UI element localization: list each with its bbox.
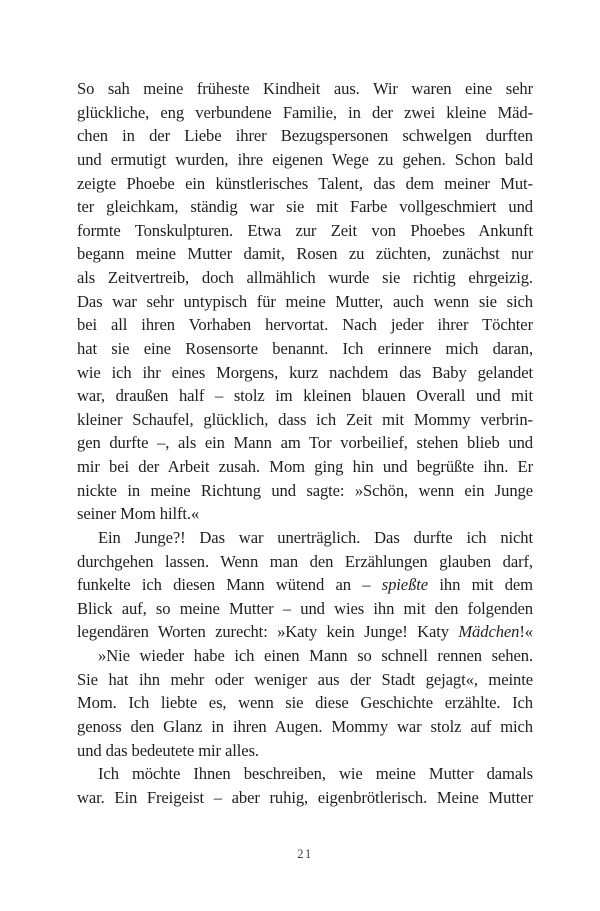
text-line: glückliche, eng verbundene Familie, in der zwei kleine Mäd- [77, 102, 533, 122]
text-line: als Zeitvertreib, doch allmählich wurde sie richtig ehrgeizig. [77, 268, 533, 287]
text-line: seiner Mom hilft.« [77, 504, 200, 524]
text-line: legendären Worten zurecht: »Katy kein Junge! Katy Mädchen!« [77, 622, 533, 642]
text-line: funkelte ich diesen Mann wütend an – spießte ihn mit dem [77, 575, 533, 595]
text-line: war. Ein Freigeist – aber ruhig, eigenbrötlerisch. Meine Mutter [77, 787, 533, 807]
paragraph [77, 526, 533, 644]
text-line: war, draußen half – stolz im kleinen blauen Overall und mit [77, 386, 533, 406]
paragraph [77, 644, 533, 762]
text-line: Blick auf, so meine Mutter – und wies ihn mit den folgenden [77, 598, 533, 618]
text-line: durchgehen lassen. Wenn man den Erzählungen glauben darf, [77, 551, 533, 571]
text-line: mir bei der Arbeit zusah. Mom ging hin und begrüßte ihn. Er [77, 457, 533, 476]
text-line: Ich möchte Ihnen beschreiben, wie meine Mutter damals [98, 764, 533, 784]
text-line: zeigte Phoebe ein künstlerisches Talent, das dem meiner Mut- [77, 173, 533, 193]
text-line: nickte in meine Richtung und sagte: »Schön, wenn ein Junge [77, 480, 533, 500]
page-text [77, 77, 533, 809]
text-line: ter gleichkam, ständig war sie mit Farbe vollgeschmiert und [77, 197, 533, 217]
text-line: »Nie wieder habe ich einen Mann so schnell rennen sehen. [98, 646, 533, 665]
text-line: hat sie eine Rosensorte benannt. Ich erinnere mich daran, [77, 338, 533, 358]
text-line: gen durfte –, als ein Mann am Tor vorbeilief, stehen blieb und [77, 433, 533, 453]
text-line: und das bedeutete mir alles. [77, 740, 259, 760]
text-line: und ermutigt wurden, ihre eigenen Wege zu gehen. Schon bald [77, 149, 533, 169]
text-line: Mom. Ich liebte es, wenn sie diese Geschichte erzählte. Ich [77, 693, 533, 713]
text-line: genoss den Glanz in ihren Augen. Mommy war stolz auf mich [77, 716, 533, 736]
text-line: chen in der Liebe ihrer Bezugspersonen schwelgen durften [77, 126, 533, 146]
text-line: Das war sehr untypisch für meine Mutter, auch wenn sie sich [77, 291, 533, 311]
text-line: begann meine Mutter damit, Rosen zu züchten, zunächst nur [77, 244, 533, 264]
text-line: wie ich ihr eines Morgens, kurz nachdem das Baby gelandet [77, 362, 533, 382]
paragraph [77, 77, 533, 526]
page-number: 21 [297, 847, 313, 861]
text-line: formte Tonskulpturen. Etwa zur Zeit von Phoebes Ankunft [77, 220, 533, 240]
text-line: bei all ihren Vorhaben hervortat. Nach jeder ihrer Töchter [77, 315, 533, 335]
paragraph [77, 762, 533, 809]
text-line: kleiner Schaufel, glücklich, dass ich Zeit mit Mommy verbrin- [77, 409, 533, 429]
text-line: So sah meine früheste Kindheit aus. Wir waren eine sehr [77, 79, 533, 98]
text-line: Sie hat ihn mehr oder weniger aus der Stadt gejagt«, meinte [77, 669, 533, 689]
text-line: Ein Junge?! Das war unerträglich. Das durfte ich nicht [98, 527, 533, 547]
